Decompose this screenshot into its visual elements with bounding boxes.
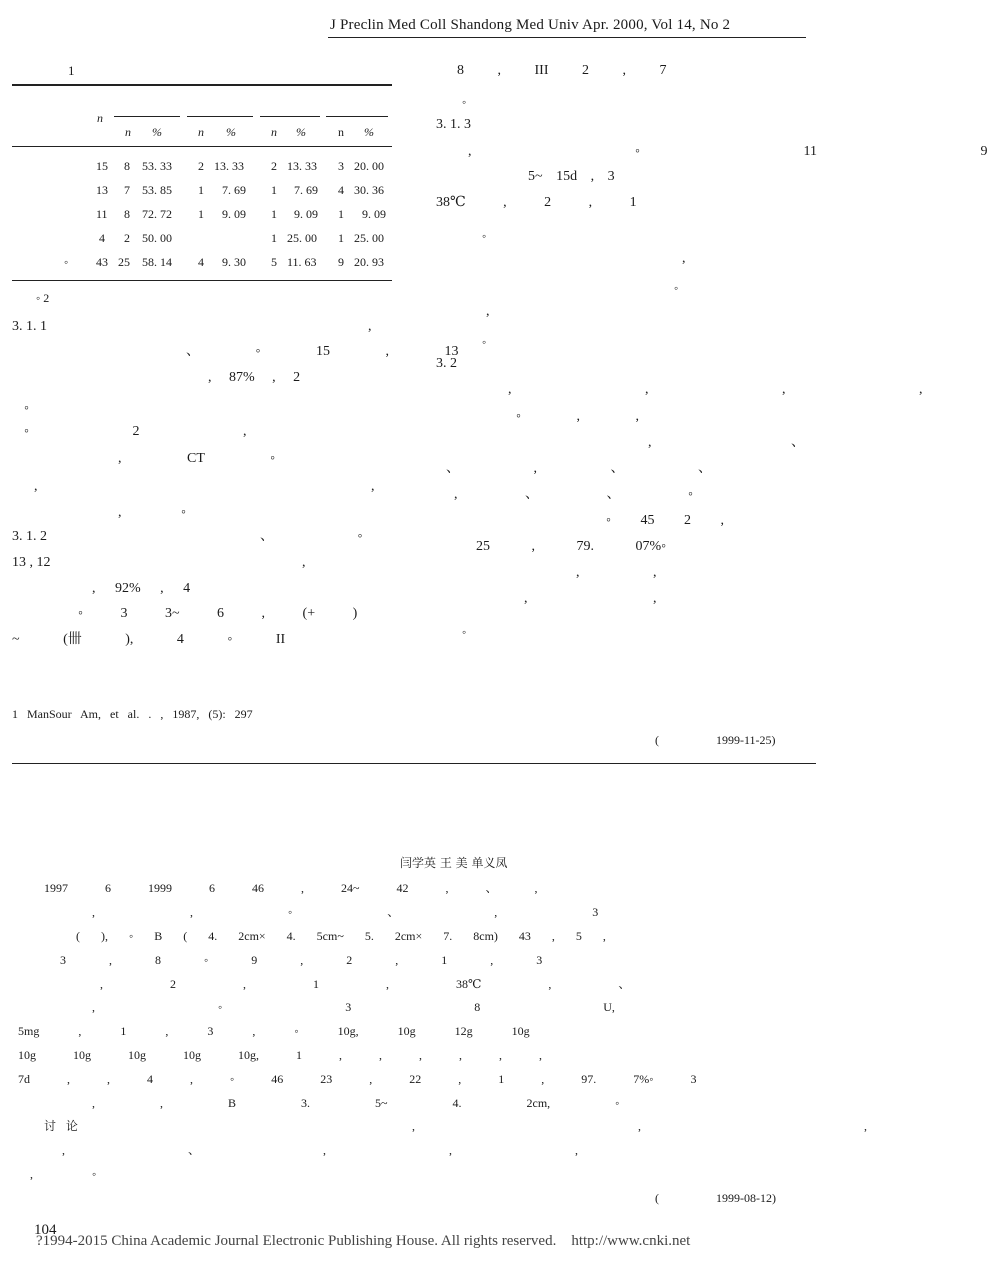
- body-text: , 87% , 2: [208, 370, 301, 385]
- body-text: ,: [682, 251, 686, 266]
- table-cell: 25. 00: [354, 231, 384, 245]
- section-heading: 讨 论: [44, 1119, 78, 1133]
- table-cell: 9. 09: [222, 207, 246, 221]
- body-text: ( ), ◦ B ( 4. 2cm× 4. 5cm~ 5. 2cm× 7. 8cm) 43 , 5 ,: [76, 929, 606, 943]
- copyright-line: ?1994-2015 China Academic Journal Electronic Publishing House. All rights reserved. http://www.cnki.net: [36, 1233, 691, 1249]
- table-subheader: n: [125, 125, 131, 139]
- table-subheader: %: [296, 125, 306, 139]
- body-text: 、 ◦: [260, 529, 363, 544]
- table-cell: 25. 00: [287, 231, 317, 245]
- table-cell: 43: [96, 255, 108, 269]
- table-cell: 58. 14: [142, 255, 172, 269]
- table-cell: 4: [338, 183, 344, 197]
- body-text: 38℃ , 2 , 1: [436, 195, 637, 210]
- table-subheader: n: [198, 125, 204, 139]
- header-rule: [328, 37, 806, 38]
- table-cell: 3: [338, 159, 344, 173]
- body-text: , ◦: [30, 1167, 97, 1181]
- table-group-rule-3: [260, 116, 320, 117]
- body-text: , , , ,: [508, 382, 923, 397]
- table-group-rule-1: [114, 116, 180, 117]
- table-note: ◦ 2: [36, 291, 50, 305]
- body-text: ~ (卌 ), 4 ◦ II: [12, 632, 286, 647]
- body-text: ◦ 45 2 ,: [606, 513, 724, 528]
- table-subheader: %: [226, 125, 236, 139]
- table-cell: 9. 09: [294, 207, 318, 221]
- table-number: 1: [68, 63, 75, 78]
- table-cell: 1: [338, 231, 344, 245]
- table-cell: 72. 72: [142, 207, 172, 221]
- table-cell: 1: [198, 207, 204, 221]
- body-text: , 2 , 1 , 38℃ , 、: [100, 977, 631, 991]
- body-text: , 、: [648, 435, 805, 450]
- body-text: , 、 、 ◦: [454, 487, 693, 502]
- body-text: 7d , , 4 , ◦ 46 23 , 22 , 1 , 97. 7%◦ 3: [18, 1072, 697, 1086]
- body-text: 1997 6 1999 6 46 , 24~ 42 , 、 ,: [44, 881, 538, 895]
- body-text: , ,: [576, 565, 657, 580]
- body-text: 5~ 15d , 3: [528, 169, 615, 184]
- table-cell: 7. 69: [222, 183, 246, 197]
- table-cell: ◦: [64, 255, 69, 269]
- body-text: ◦: [674, 281, 679, 295]
- body-text: 25 , 79. 07%◦: [476, 539, 667, 554]
- table-col-n: n: [97, 111, 103, 125]
- reference: 1 ManSour Am, et al. . , 1987, (5): 297: [12, 707, 253, 721]
- body-text: ◦ , ,: [516, 409, 639, 424]
- body-text: 10g 10g 10g 10g 10g, 1 , , , , , ,: [18, 1048, 542, 1062]
- table-cell: 1: [271, 231, 277, 245]
- table-subheader: n: [271, 125, 277, 139]
- body-text: ◦: [462, 95, 467, 109]
- table-cell: 1: [271, 207, 277, 221]
- body-text: , ◦ 3 8 U,: [92, 1000, 615, 1014]
- table-cell: 13. 33: [287, 159, 317, 173]
- body-text: , ◦: [118, 505, 186, 520]
- body-text: ,: [302, 555, 306, 570]
- table-cell: 30. 36: [354, 183, 384, 197]
- table-cell: 50. 00: [142, 231, 172, 245]
- body-text: , CT ◦: [118, 451, 276, 466]
- table-cell: 4: [99, 231, 105, 245]
- table-cell: 1: [198, 183, 204, 197]
- body-text: ◦: [482, 335, 487, 349]
- table-cell: 2: [124, 231, 130, 245]
- table-cell: 8: [124, 159, 130, 173]
- table-cell: 7. 69: [294, 183, 318, 197]
- table-top-rule: [12, 84, 392, 86]
- table-cell: 13. 33: [214, 159, 244, 173]
- table-group-rule-4: [326, 116, 388, 117]
- table-cell: 53. 85: [142, 183, 172, 197]
- table-cell: 5: [271, 255, 277, 269]
- received-date: ( 1999-11-25): [655, 733, 776, 747]
- body-text: , ,: [524, 591, 657, 606]
- table-cell: 13: [96, 183, 108, 197]
- section-heading: 3. 1. 1: [12, 319, 47, 334]
- section-heading: 3. 1. 3: [436, 117, 471, 132]
- body-text: 、 ◦ 15 , 13: [186, 344, 459, 359]
- table-cell: 11: [96, 207, 108, 221]
- table-cell: 1: [338, 207, 344, 221]
- table-cell: 11. 63: [287, 255, 317, 269]
- body-text: , 92% , 4: [92, 581, 191, 596]
- body-text: 3 , 8 ◦ 9 , 2 , 1 , 3: [60, 953, 543, 967]
- body-text: ,: [486, 304, 490, 319]
- body-text: , ◦ 11 9: [468, 144, 987, 159]
- page-number: 104: [34, 1222, 57, 1238]
- section-heading: 3. 2: [436, 356, 457, 371]
- table-cell: 2: [271, 159, 277, 173]
- table-cell: 1: [271, 183, 277, 197]
- body-text: , 、 , , ,: [62, 1143, 579, 1157]
- body-text: 13 , 12: [12, 555, 51, 570]
- table-cell: 8: [124, 207, 130, 221]
- body-text: ◦: [24, 401, 29, 416]
- table-cell: 2: [198, 159, 204, 173]
- table-cell: 15: [96, 159, 108, 173]
- running-title: J Preclin Med Coll Shandong Med Univ Apr. 2000, Vol 14, No 2: [330, 17, 731, 33]
- section-heading: 3. 1. 2: [12, 529, 47, 544]
- body-text: , , B 3. 5~ 4. 2cm, ◦: [92, 1096, 620, 1110]
- table-bottom-rule: [12, 280, 392, 281]
- body-text: ◦: [462, 625, 467, 639]
- table-cell: 20. 00: [354, 159, 384, 173]
- table-cell: 9. 09: [362, 207, 386, 221]
- body-text: ◦: [482, 229, 487, 243]
- table-cell: 9. 30: [222, 255, 246, 269]
- table-cell: 53. 33: [142, 159, 172, 173]
- table-subheader: n: [338, 125, 344, 139]
- body-text: , , ,: [412, 1119, 867, 1133]
- table-cell: 4: [198, 255, 204, 269]
- article-divider: [12, 763, 816, 764]
- body-text: ,: [368, 319, 372, 334]
- body-text: 、 , 、 、: [446, 461, 712, 476]
- table-group-rule-2: [187, 116, 253, 117]
- table-cell: 25: [118, 255, 130, 269]
- body-text: ◦ 2 ,: [24, 424, 247, 439]
- table-cell: 20. 93: [354, 255, 384, 269]
- body-text: 5mg , 1 , 3 , ◦ 10g, 10g 12g 10g: [18, 1024, 530, 1038]
- body-text: ◦ 3 3~ 6 , (+ ): [78, 606, 358, 621]
- body-text: , , ◦ 、 , 3: [92, 905, 599, 919]
- body-text: 8 , III 2 , 7: [457, 63, 667, 78]
- table-cell: 9: [338, 255, 344, 269]
- received-date: ( 1999-08-12): [655, 1191, 776, 1205]
- authors: 闫学英 王 美 单义凤: [400, 856, 508, 870]
- table-header-rule: [12, 146, 392, 147]
- table-subheader: %: [152, 125, 162, 139]
- table-subheader: %: [364, 125, 374, 139]
- body-text: , ,: [34, 479, 375, 494]
- table-cell: 7: [124, 183, 130, 197]
